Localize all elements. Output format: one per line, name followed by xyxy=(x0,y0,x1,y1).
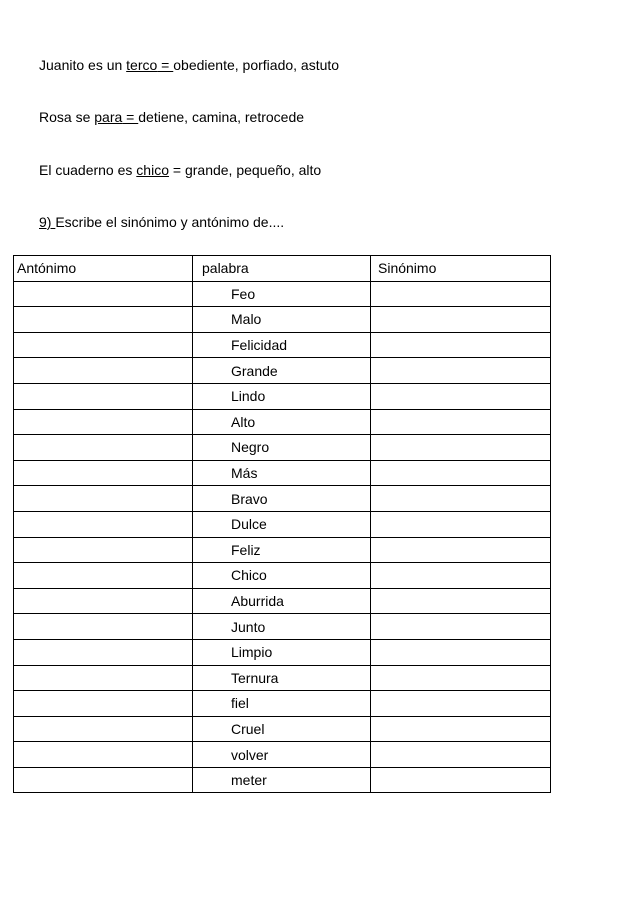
palabra-cell: volver xyxy=(193,742,371,768)
palabra-cell: Negro xyxy=(193,435,371,461)
table-row xyxy=(14,716,551,742)
antonimo-cell[interactable] xyxy=(14,486,193,512)
table-row xyxy=(14,409,551,435)
palabra-cell: Más xyxy=(193,460,371,486)
antonimo-cell[interactable] xyxy=(14,460,193,486)
table-row xyxy=(14,460,551,486)
palabra-cell: Aburrida xyxy=(193,588,371,614)
table-row xyxy=(14,358,551,384)
antonimo-cell[interactable] xyxy=(14,281,193,307)
table-row xyxy=(14,588,551,614)
palabra-cell: Lindo xyxy=(193,383,371,409)
sentence-1-options: obediente, porfiado, astuto xyxy=(173,57,340,73)
table-row xyxy=(14,511,551,537)
sinonimo-cell[interactable] xyxy=(371,409,551,435)
antonimo-cell[interactable] xyxy=(14,691,193,717)
sinonimo-cell[interactable] xyxy=(371,511,551,537)
antonimo-cell[interactable] xyxy=(14,409,193,435)
instruction xyxy=(39,214,284,231)
header-sinonimo: Sinónimo xyxy=(371,256,551,282)
sentence-3-eq: = xyxy=(168,162,185,178)
table-row xyxy=(14,639,551,665)
palabra-cell: Bravo xyxy=(193,486,371,512)
sentence-2-pre: Rosa se xyxy=(39,109,95,125)
palabra-cell: fiel xyxy=(193,691,371,717)
sentence-3 xyxy=(39,162,321,179)
antonimo-cell[interactable] xyxy=(14,307,193,333)
header-antonimo: Antónimo xyxy=(14,256,193,282)
sinonimo-cell[interactable] xyxy=(371,435,551,461)
table-header-row xyxy=(14,256,551,282)
palabra-cell: Ternura xyxy=(193,665,371,691)
instruction-text: Escribe el sinónimo y antónimo de.... xyxy=(55,214,285,230)
table-row xyxy=(14,486,551,512)
table-row xyxy=(14,281,551,307)
palabra-cell: Feliz xyxy=(193,537,371,563)
sinonimo-cell[interactable] xyxy=(371,307,551,333)
sentence-2-word: para = xyxy=(94,109,139,125)
table-row xyxy=(14,691,551,717)
sentence-3-options: grande, pequeño, alto xyxy=(184,162,322,178)
palabra-cell: Cruel xyxy=(193,716,371,742)
sentence-1 xyxy=(39,57,339,74)
palabra-cell: Malo xyxy=(193,307,371,333)
table-row xyxy=(14,665,551,691)
table-row xyxy=(14,435,551,461)
sinonimo-cell[interactable] xyxy=(371,639,551,665)
table-row xyxy=(14,537,551,563)
sinonimo-cell[interactable] xyxy=(371,281,551,307)
table-row xyxy=(14,383,551,409)
palabra-cell: Alto xyxy=(193,409,371,435)
antonimo-cell[interactable] xyxy=(14,588,193,614)
sinonimo-cell[interactable] xyxy=(371,767,551,793)
antonimo-cell[interactable] xyxy=(14,614,193,640)
table-row xyxy=(14,614,551,640)
palabra-cell: meter xyxy=(193,767,371,793)
sinonimo-cell[interactable] xyxy=(371,614,551,640)
sentence-1-pre: Juanito es un xyxy=(39,57,127,73)
palabra-cell: Chico xyxy=(193,563,371,589)
palabra-cell: Grande xyxy=(193,358,371,384)
table-row xyxy=(14,742,551,768)
antonimo-cell[interactable] xyxy=(14,639,193,665)
sentence-1-word: terco = xyxy=(126,57,174,73)
antonimo-cell[interactable] xyxy=(14,665,193,691)
header-palabra: palabra xyxy=(193,256,371,282)
sinonimo-cell[interactable] xyxy=(371,460,551,486)
sentence-2-options: detiene, camina, retrocede xyxy=(138,109,305,125)
sinonimo-cell[interactable] xyxy=(371,588,551,614)
sinonimo-cell[interactable] xyxy=(371,486,551,512)
table-row xyxy=(14,767,551,793)
table-row xyxy=(14,332,551,358)
sentence-3-word: chico xyxy=(136,162,169,178)
sinonimo-cell[interactable] xyxy=(371,383,551,409)
table-row xyxy=(14,307,551,333)
palabra-cell: Limpio xyxy=(193,639,371,665)
sinonimo-cell[interactable] xyxy=(371,742,551,768)
antonimo-cell[interactable] xyxy=(14,332,193,358)
antonimo-cell[interactable] xyxy=(14,358,193,384)
sentence-2 xyxy=(39,109,304,126)
antonimo-cell[interactable] xyxy=(14,383,193,409)
antonimo-cell[interactable] xyxy=(14,716,193,742)
antonimo-cell[interactable] xyxy=(14,435,193,461)
palabra-cell: Felicidad xyxy=(193,332,371,358)
sinonimo-cell[interactable] xyxy=(371,537,551,563)
sinonimo-cell[interactable] xyxy=(371,563,551,589)
antonimo-cell[interactable] xyxy=(14,537,193,563)
palabra-cell: Junto xyxy=(193,614,371,640)
antonimo-cell[interactable] xyxy=(14,511,193,537)
instruction-number: 9) xyxy=(39,214,56,230)
table-row xyxy=(14,563,551,589)
sinonimo-cell[interactable] xyxy=(371,358,551,384)
sinonimo-cell[interactable] xyxy=(371,332,551,358)
antonimo-cell[interactable] xyxy=(14,563,193,589)
antonimo-cell[interactable] xyxy=(14,767,193,793)
palabra-cell: Dulce xyxy=(193,511,371,537)
sentence-3-pre: El cuaderno es xyxy=(39,162,137,178)
sinonimo-cell[interactable] xyxy=(371,665,551,691)
antonimo-cell[interactable] xyxy=(14,742,193,768)
sinonimo-cell[interactable] xyxy=(371,716,551,742)
palabra-cell: Feo xyxy=(193,281,371,307)
synonym-antonym-table xyxy=(13,255,551,793)
sinonimo-cell[interactable] xyxy=(371,691,551,717)
